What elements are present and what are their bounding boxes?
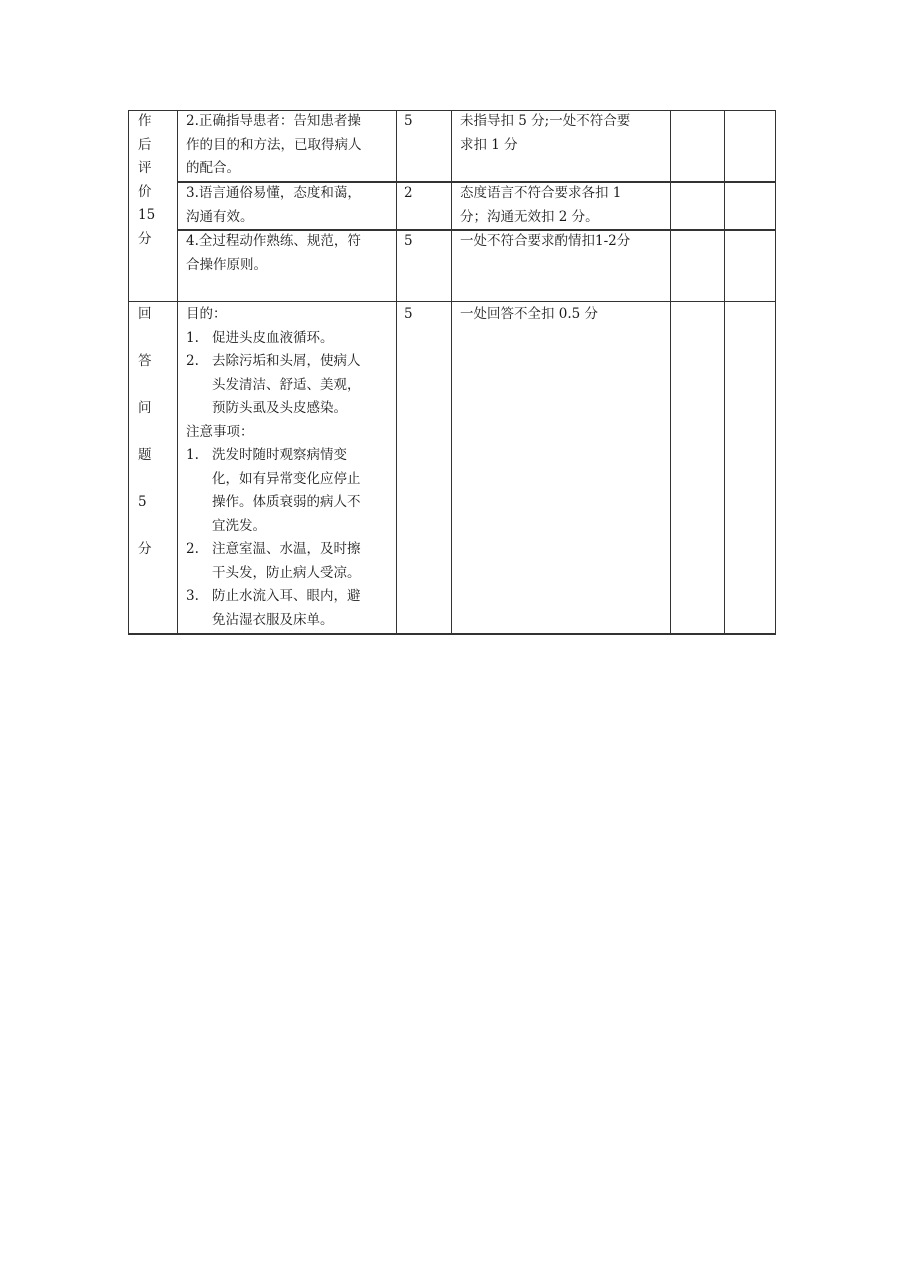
grid-line <box>128 301 776 302</box>
scoring-table <box>128 110 776 635</box>
content-line: 合操作原则。 <box>186 256 267 273</box>
category-cell-questions <box>138 303 168 585</box>
item-score: 5 <box>404 233 413 249</box>
category-char: 5 <box>138 494 147 510</box>
item-content <box>186 110 362 181</box>
deduction-line: 一处回答不全扣 0.5 分 <box>460 306 599 322</box>
category-char: 分 <box>138 230 152 247</box>
category-char: 分 <box>138 541 152 557</box>
category-char: 价 <box>138 183 152 200</box>
notes-item <box>186 444 361 538</box>
notes-item <box>186 585 361 632</box>
content-line: 2.正确指导患者：告知患者操 <box>186 113 361 129</box>
category-char: 评 <box>138 160 152 176</box>
category-char: 后 <box>138 136 152 153</box>
deduction-line: 分；沟通无效扣 2 分。 <box>460 208 599 225</box>
grid-line <box>670 110 671 635</box>
list-line: 注意室温、水温，及时擦 <box>212 541 361 557</box>
item-content <box>186 182 361 229</box>
category-char: 回 <box>138 306 152 322</box>
list-line: 去除污垢和头屑，使病人 <box>212 353 361 369</box>
list-number: 2. <box>186 353 199 369</box>
category-char: 作 <box>138 113 152 129</box>
category-char: 题 <box>138 447 152 463</box>
category-cell-evaluation <box>138 110 168 251</box>
category-char: 问 <box>138 400 152 416</box>
grid-line <box>396 110 397 635</box>
list-line: 预防头虱及头皮感染。 <box>212 400 347 416</box>
content-line: 沟通有效。 <box>186 208 254 225</box>
item-content <box>186 230 361 277</box>
purpose-item <box>186 327 361 351</box>
grid-line <box>724 110 725 635</box>
purpose-title: 目的： <box>186 306 227 322</box>
grid-line <box>775 110 776 635</box>
answer-content <box>186 303 361 632</box>
grid-line <box>177 110 178 635</box>
notes-item <box>186 538 361 585</box>
content-line: 3.语言通俗易懂，态度和蔼， <box>186 185 361 201</box>
deduction-line: 求扣 1 分 <box>460 136 518 153</box>
item-deduction <box>460 182 621 229</box>
deduction-line: 一处不符合要求酌情扣1-2分 <box>460 233 631 249</box>
list-line: 免沾湿衣服及床单。 <box>212 611 334 628</box>
answer-deduction <box>460 303 598 327</box>
purpose-item <box>186 350 361 421</box>
content-line: 的配合。 <box>186 160 240 176</box>
category-char: 15 <box>138 207 156 223</box>
item-score: 2 <box>404 185 413 201</box>
list-line: 化，如有异常变化应停止 <box>212 470 361 487</box>
grid-line <box>128 110 129 635</box>
item-deduction <box>460 230 630 254</box>
list-line: 宜洗发。 <box>212 517 266 534</box>
grid-line <box>128 633 776 635</box>
list-number: 1. <box>186 447 199 463</box>
list-line: 促进头皮血液循环。 <box>212 329 334 346</box>
item-score: 5 <box>404 113 413 129</box>
content-line: 4.全过程动作熟练、规范，符 <box>186 233 361 249</box>
category-char: 答 <box>138 353 152 369</box>
list-line: 干头发，防止病人受凉。 <box>212 564 361 581</box>
list-line: 防止水流入耳、眼内，避 <box>212 588 361 604</box>
deduction-line: 态度语言不符合要求各扣 1 <box>460 185 622 201</box>
list-line: 头发清洁、舒适、美观， <box>212 376 361 393</box>
answer-score: 5 <box>404 306 413 322</box>
notes-title: 注意事项： <box>186 423 254 440</box>
deduction-line: 未指导扣 5 分;一处不符合要 <box>460 113 631 129</box>
list-number: 1. <box>186 329 199 346</box>
list-line: 操作。体质衰弱的病人不 <box>212 494 361 510</box>
list-number: 2. <box>186 541 199 557</box>
list-line: 洗发时随时观察病情变 <box>212 447 347 463</box>
list-number: 3. <box>186 588 199 604</box>
grid-line <box>451 110 452 635</box>
item-deduction <box>460 110 630 157</box>
content-line: 作的目的和方法，已取得病人 <box>186 136 362 153</box>
